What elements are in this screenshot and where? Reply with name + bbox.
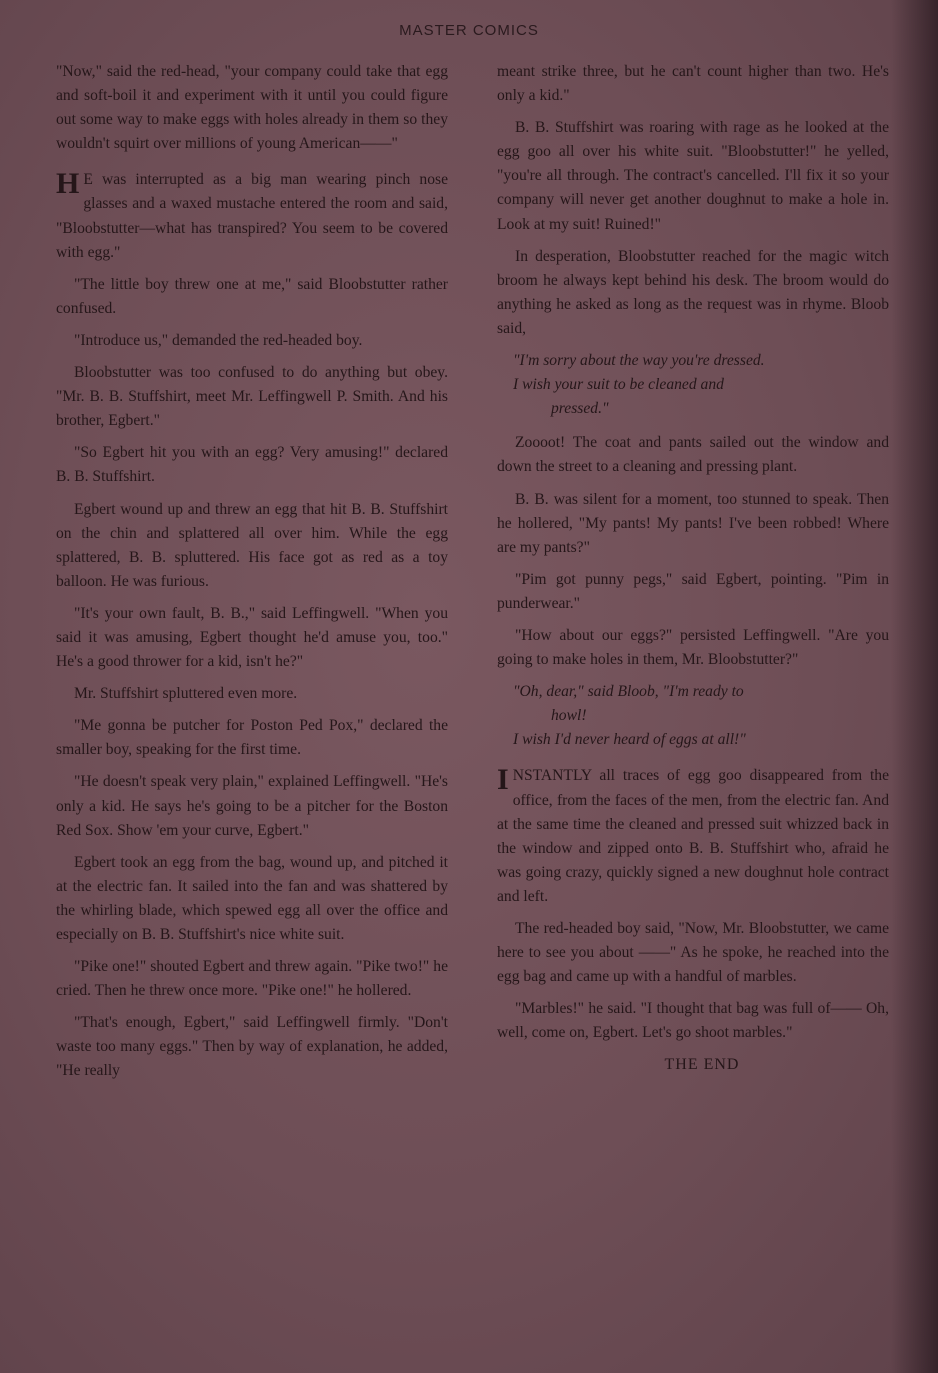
paragraph: B. B. Stuffshirt was roaring with rage as he looked at the egg goo all over his white suit. "Bloobstutter!" he yelled, "you're all through. The contract's cancelled. I'll fix it so your company will never get another doughnut to make a hole in. Look at my suit! Ruined!" <box>497 119 889 233</box>
paragraph-dropcap <box>497 764 889 909</box>
paragraph: "How about our eggs?" persisted Leffingwell. "Are you going to make holes in them, Mr. Bloobstutter?" <box>497 626 889 669</box>
verse-line: I wish I'd never heard of eggs at all!" <box>513 731 746 749</box>
right-column <box>497 60 889 1086</box>
paragraph: "He doesn't speak very plain," explained Leffingwell. "He's only a kid. He says he's going to be a pitcher for the Boston Red Sox. Show 'em your curve, Egbert." <box>56 773 448 839</box>
verse-line: I wish your suit to be cleaned and <box>513 376 724 394</box>
paragraph: "It's your own fault, B. B.," said Leffingwell. "When you said it was amusing, Egbert thought he'd amuse you, too." He's a good thrower for a kid, isn't he?" <box>56 604 448 671</box>
paragraph-text: NSTANTLY all traces of egg goo disappeared from the office, from the faces of the men, from the electric fan. And at the same time the cleaned and pressed suit whizzed back in the window and zipped onto B. B. Stuffshirt who, afraid he was going crazy, quickly signed a new doughnut hole contract and left. <box>497 767 889 905</box>
paragraph: "Introduce us," demanded the red-headed boy. <box>74 331 363 349</box>
verse-line: "Oh, dear," said Bloob, "I'm ready to <box>513 683 744 701</box>
paragraph: B. B. was silent for a moment, too stunned to speak. Then he hollered, "My pants! My pants! I've been robbed! Where are my pants?" <box>497 490 889 556</box>
drop-cap: I <box>497 763 509 797</box>
verse-line: howl! <box>551 707 587 725</box>
paragraph: "Pike one!" shouted Egbert and threw again. "Pike two!" he cried. Then he threw once more. "Pike one!" he hollered. <box>56 958 448 1000</box>
paragraph-text: E was interrupted as a big man wearing pinch nose glasses and a waxed mustache entered the room and said, "Bloobstutter—what has transpired? You seem to be covered with egg." <box>56 171 448 261</box>
paragraph: Zoooot! The coat and pants sailed out the window and down the street to a cleaning and pressing plant. <box>497 434 889 476</box>
paragraph: Mr. Stuffshirt spluttered even more. <box>74 685 298 703</box>
paragraph: "So Egbert hit you with an egg? Very amusing!" declared B. B. Stuffshirt. <box>56 444 448 486</box>
paragraph: Bloobstutter was too confused to do anything but obey. "Mr. B. B. Stuffshirt, meet Mr. Leffingwell P. Smith. And his brother, Egbert." <box>56 364 448 430</box>
left-column <box>56 60 448 1092</box>
verse <box>497 349 889 421</box>
paragraph: In desperation, Bloobstutter reached for the magic witch broom he always kept behind his desk. The broom would do anything he asked as long as the request was in rhyme. Bloob said, <box>497 247 889 337</box>
drop-cap: H <box>56 167 80 201</box>
paragraph: meant strike three, but he can't count higher than two. He's only a kid." <box>497 63 889 105</box>
verse-line: pressed." <box>551 400 609 418</box>
paragraph: "The little boy threw one at me," said Bloobstutter rather confused. <box>56 275 448 317</box>
paragraph: "Me gonna be putcher for Poston Ped Pox," declared the smaller boy, speaking for the first time. <box>56 717 448 759</box>
paragraph: "Now," said the red-head, "your company could take that egg and soft-boil it and experiment with it until you could figure out some way to make eggs with holes already in them so they wouldn't squirt over millions of young American——" <box>56 63 448 153</box>
paragraph: "That's enough, Egbert," said Leffingwell firmly. "Don't waste too many eggs." Then by way of explanation, he added, "He really <box>56 1014 448 1080</box>
paragraph: The red-headed boy said, "Now, Mr. Bloobstutter, we came here to see you about ——" As he spoke, he reached into the egg bag and came up with a handful of marbles. <box>497 920 889 986</box>
the-end: THE END <box>664 1056 740 1074</box>
paragraph: Egbert took an egg from the bag, wound up, and pitched it at the electric fan. It sailed into the fan and was shattered by the whirling blade, which spewed egg all over the office and especially on B. B. Stuffshirt's nice white suit. <box>56 853 448 943</box>
page-header: MASTER COMICS <box>399 22 539 39</box>
paragraph-dropcap <box>56 168 448 264</box>
paragraph: "Pim got punny pegs," said Egbert, pointing. "Pim in punderwear." <box>497 570 889 612</box>
verse <box>497 680 889 752</box>
paragraph: Egbert wound up and threw an egg that hit B. B. Stuffshirt on the chin and splattered all over him. While the egg splattered, B. B. spluttered. His face got as red as a toy balloon. He was furious. <box>56 500 448 590</box>
verse-line: "I'm sorry about the way you're dressed. <box>513 352 765 370</box>
paragraph: "Marbles!" he said. "I thought that bag was full of—— Oh, well, come on, Egbert. Let's go shoot marbles." <box>497 1000 889 1042</box>
